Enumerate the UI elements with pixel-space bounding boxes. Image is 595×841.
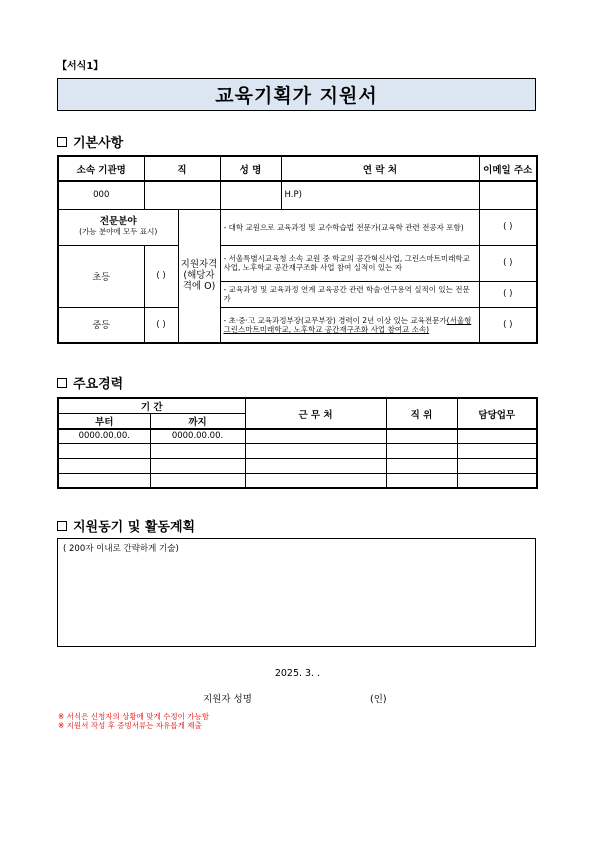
career-to-cell[interactable] <box>150 443 245 458</box>
section-basic-heading <box>57 132 123 151</box>
career-workplace-cell[interactable] <box>245 458 386 473</box>
career-title-cell[interactable] <box>386 458 457 473</box>
qualification-text-2: - 서울특별시교육청 소속 교원 중 학교의 공간혁신사업, 그린스마트미래학교 사업, 노후학교 공간재구조화 사업 참여 실적이 있는 자 <box>220 245 479 281</box>
period-header: 기 간 <box>58 398 245 414</box>
org-cell[interactable]: 000 <box>58 181 144 209</box>
level-elementary-label: 초등 <box>58 245 144 307</box>
qualification-text-1: - 대학 교원으로 교육과정 및 교수학습법 전문가(교육학 관련 전공자 포함) <box>220 209 479 245</box>
header-org: 소속 기관명 <box>58 156 144 181</box>
section-career-title: 주요경력 <box>73 377 124 392</box>
seal-mark: (인) <box>370 694 387 705</box>
career-to-cell[interactable] <box>150 473 245 488</box>
checkbox-square-icon <box>57 521 67 531</box>
table-row <box>58 458 537 473</box>
qualification-check-4[interactable]: ( ) <box>479 307 537 343</box>
motive-textarea[interactable] <box>57 538 536 647</box>
career-workplace-cell[interactable] <box>245 429 386 443</box>
specialty-note: (가능 분야에 모두 표시) <box>79 227 158 236</box>
career-header-title: 직 위 <box>386 398 457 429</box>
section-motive-heading <box>57 516 195 535</box>
career-title-cell[interactable] <box>386 473 457 488</box>
name-cell[interactable] <box>220 181 281 209</box>
qualification-label: 지원자격 (해당자격에 O) <box>178 209 220 343</box>
qualification-text-4 <box>220 307 479 343</box>
career-title-cell[interactable] <box>386 443 457 458</box>
table-row <box>58 443 537 458</box>
application-date: 2025. 3. . <box>274 668 321 679</box>
section-basic-title: 기본사항 <box>73 136 124 151</box>
table-row <box>58 473 537 488</box>
career-to-cell[interactable]: 0000.00.00. <box>150 429 245 443</box>
header-name: 성 명 <box>220 156 281 181</box>
career-table <box>57 397 538 489</box>
qualification-text-3: - 교육과정 및 교육과정 연계 교육공간 관련 학술·연구용역 실적이 있는 전문가 <box>220 281 479 307</box>
header-contact: 연 락 처 <box>281 156 479 181</box>
position-cell[interactable] <box>144 181 220 209</box>
qualification-check-3[interactable]: ( ) <box>479 281 537 307</box>
career-duty-cell[interactable] <box>457 473 537 488</box>
career-from-cell[interactable] <box>58 443 150 458</box>
career-from-cell[interactable] <box>58 473 150 488</box>
specialty-title: 전문분야 <box>99 216 137 227</box>
career-to-cell[interactable] <box>150 458 245 473</box>
document-title-box <box>57 78 536 111</box>
qualification-check-1[interactable]: ( ) <box>479 209 537 245</box>
contact-cell[interactable]: H.P) <box>281 181 479 209</box>
career-duty-cell[interactable] <box>457 429 537 443</box>
document-title: 교육기획가 지원서 <box>215 85 378 107</box>
career-from-cell[interactable] <box>58 458 150 473</box>
table-row <box>58 429 537 443</box>
basic-info-table <box>57 155 538 344</box>
career-workplace-cell[interactable] <box>245 443 386 458</box>
header-position: 직 <box>144 156 220 181</box>
qualification-check-2[interactable]: ( ) <box>479 245 537 281</box>
qualification-text-4-underlined: (서울형 그린스마트미래학교, 노후학교 공간재구조화 사업 참여교 소속) <box>223 315 472 334</box>
career-workplace-cell[interactable] <box>245 473 386 488</box>
career-duty-cell[interactable] <box>457 443 537 458</box>
level-secondary-label: 중등 <box>58 307 144 343</box>
form-number-label: 【서식1】 <box>57 61 104 72</box>
career-title-cell[interactable] <box>386 429 457 443</box>
motive-placeholder: ( 200자 이내로 간략하게 기술) <box>63 544 179 554</box>
career-from-cell[interactable]: 0000.00.00. <box>58 429 150 443</box>
header-email: 이메일 주소 <box>479 156 537 181</box>
qualification-text-4-prefix: - 초·중·고 교육과정부장(교무부장) 경력이 2년 이상 있는 교육전문가 <box>223 315 447 325</box>
note-1: ※ 서식은 신청자의 상황에 맞게 수정이 가능함 <box>58 712 209 721</box>
period-from-header: 부터 <box>58 414 150 430</box>
note-2: ※ 지원서 작성 후 증빙서류는 자유롭게 제출 <box>58 721 202 730</box>
section-career-heading <box>57 373 123 392</box>
email-cell[interactable] <box>479 181 537 209</box>
level-elementary-check[interactable]: ( ) <box>144 245 178 307</box>
period-to-header: 까지 <box>150 414 245 430</box>
checkbox-square-icon <box>57 378 67 388</box>
career-header-workplace: 근 무 처 <box>245 398 386 429</box>
applicant-name-label: 지원자 성명 <box>203 694 252 705</box>
career-duty-cell[interactable] <box>457 458 537 473</box>
career-header-duty: 담당업무 <box>457 398 537 429</box>
level-secondary-check[interactable]: ( ) <box>144 307 178 343</box>
specialty-header-cell <box>58 209 178 245</box>
checkbox-square-icon <box>57 137 67 147</box>
section-motive-title: 지원동기 및 활동계획 <box>73 520 196 535</box>
